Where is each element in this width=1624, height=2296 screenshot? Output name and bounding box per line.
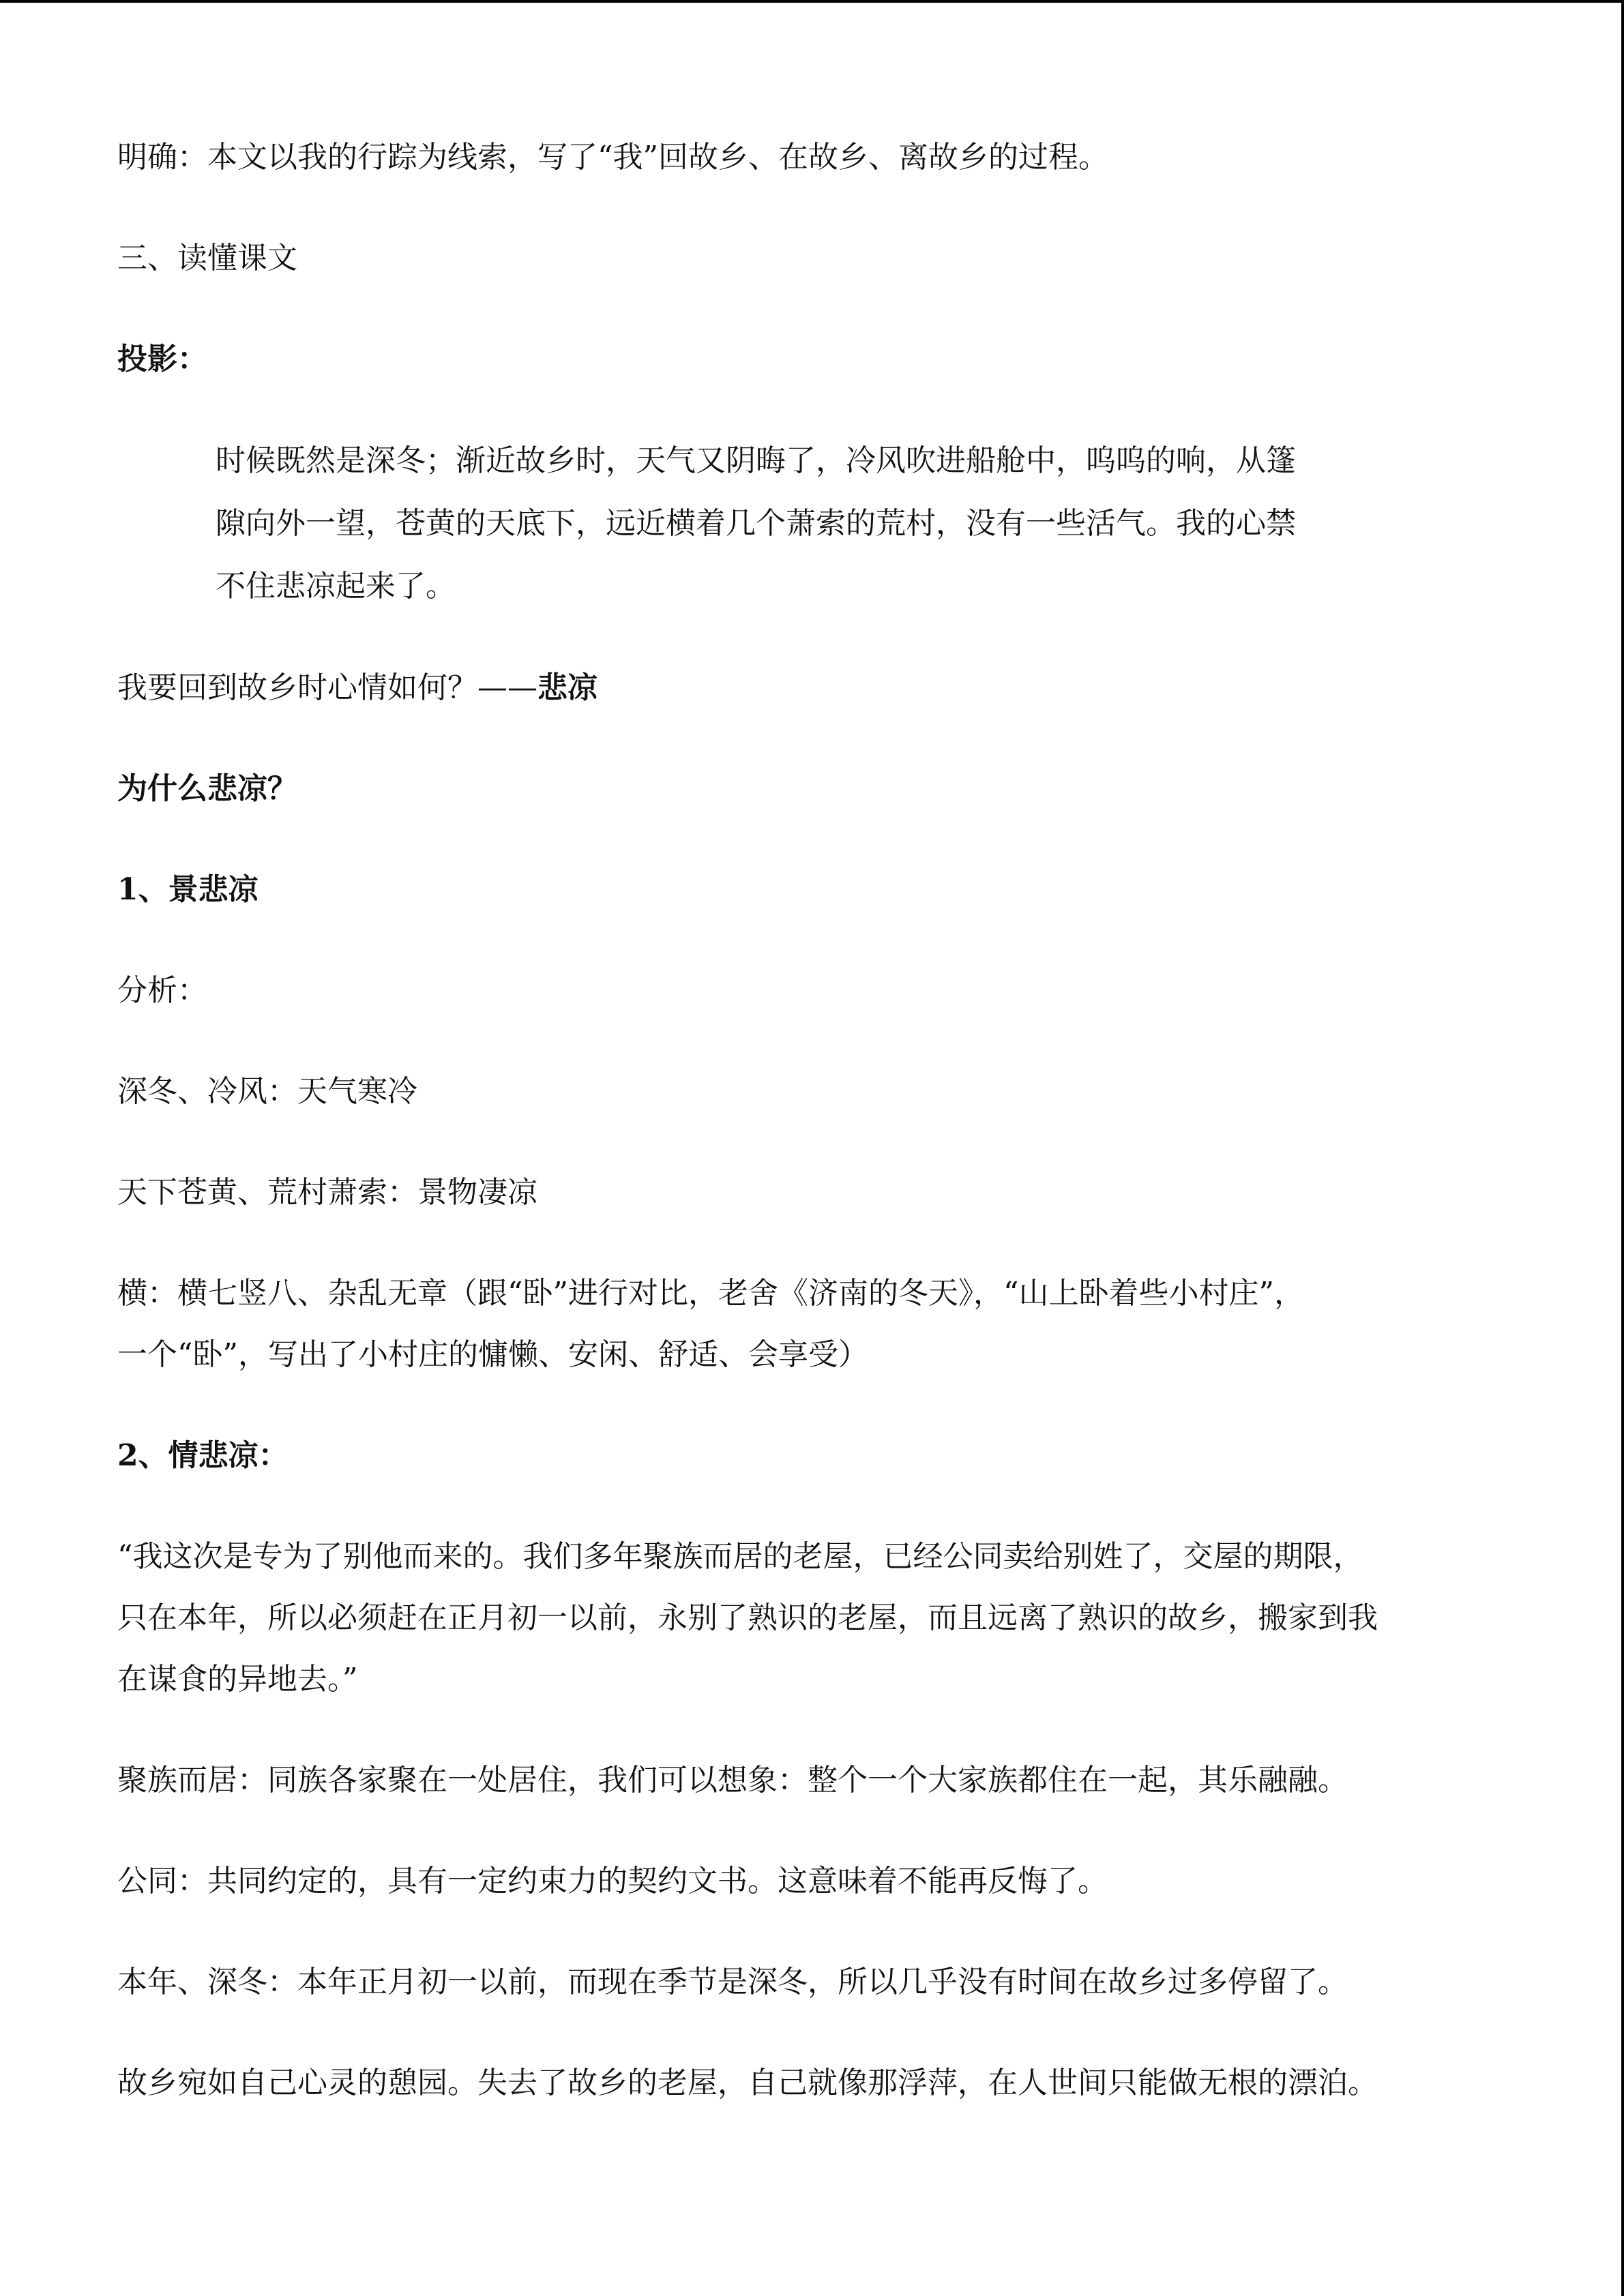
analysis-weather: 深冬、冷风：天气寒冷 bbox=[117, 1074, 417, 1109]
note-hometown: 故乡宛如自己心灵的憩园。失去了故乡的老屋，自己就像那浮萍，在人世间只能做无根的漂泊。 bbox=[117, 2066, 1378, 2100]
section-heading-read-text: 三、读懂课文 bbox=[117, 241, 297, 275]
analysis-scenery: 天下苍黄、荒村萧索：景物凄凉 bbox=[117, 1175, 537, 1210]
page-right-border bbox=[1621, 0, 1624, 2296]
paragraph-line: “我这次是专为了别他而来的。我们多年聚族而居的老屋，已经公同卖给别姓了，交屋的期限， bbox=[117, 1539, 1363, 1574]
page-top-border bbox=[0, 0, 1624, 3]
quote-line: 不住悲凉起来了。 bbox=[216, 569, 456, 603]
analysis-label: 分析： bbox=[117, 973, 207, 1008]
quote-line: 隙向外一望，苍黄的天底下，远近横着几个萧索的荒村，没有一些活气。我的心禁 bbox=[216, 506, 1296, 541]
note-gongtong: 公同：共同约定的，具有一定约束力的契约文书。这意味着不能再反悔了。 bbox=[117, 1864, 1108, 1898]
paragraph-line: 横：横七竖八、杂乱无章（跟“卧”进行对比，老舍《济南的冬天》，“山上卧着些小村庄”， bbox=[117, 1276, 1304, 1311]
paragraph-line: 只在本年，所以必须赶在正月初一以前，永别了熟识的老屋，而且远离了熟识的故乡，搬家到我 bbox=[117, 1600, 1378, 1635]
scenery-sad-heading: 1、景悲凉 bbox=[117, 872, 259, 907]
quote-line: 时候既然是深冬；渐近故乡时，天气又阴晦了，冷风吹进船舱中，呜呜的响，从篷 bbox=[216, 443, 1296, 478]
mood-answer: 悲凉 bbox=[537, 670, 597, 705]
emotion-sad-heading: 2、情悲凉： bbox=[117, 1438, 289, 1473]
projected-quote bbox=[117, 430, 1511, 618]
paragraph-line: 在谋食的异地去。” bbox=[117, 1662, 358, 1697]
projection-label: 投影： bbox=[117, 342, 207, 376]
analysis-heng bbox=[117, 1263, 1509, 1386]
note-clan-living: 聚族而居：同族各家聚在一处居住，我们可以想象：整个一个大家族都住在一起，其乐融融。 bbox=[117, 1763, 1348, 1798]
mood-question bbox=[117, 657, 1509, 719]
farewell-quote bbox=[117, 1526, 1509, 1710]
clarify-paragraph: 明确：本文以我的行踪为线索，写了“我”回故乡、在故乡、离故乡的过程。 bbox=[117, 140, 1108, 175]
mood-question-text: 我要回到故乡时心情如何？—— bbox=[117, 670, 537, 705]
why-sad-heading: 为什么悲凉？ bbox=[117, 771, 297, 806]
paragraph-line: 一个“卧”，写出了小村庄的慵懒、安闲、舒适、会享受） bbox=[117, 1337, 868, 1372]
note-this-year: 本年、深冬：本年正月初一以前，而现在季节是深冬，所以几乎没有时间在故乡过多停留了。 bbox=[117, 1965, 1348, 1999]
document-page bbox=[117, 127, 1509, 2153]
